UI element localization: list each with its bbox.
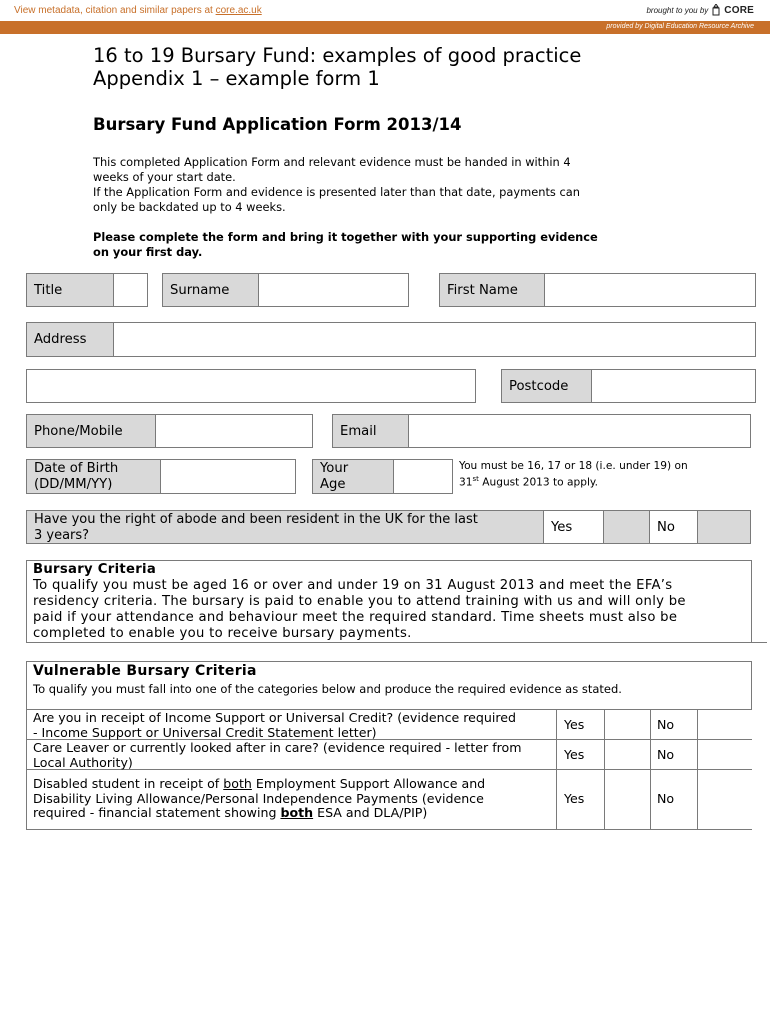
bursary-criteria-line: To qualify you must be aged 16 or over and under 19 on 31 August 2013 and meet the EFA’s <box>33 578 673 593</box>
vulnerable-q-line: - Income Support or Universal Credit Statement letter) <box>33 724 377 740</box>
surname-label: Surname <box>162 273 259 307</box>
first-name-input[interactable] <box>544 273 756 307</box>
age-note <box>459 460 688 490</box>
form-title: Bursary Fund Application Form 2013/14 <box>93 115 462 134</box>
dob-label-line: Date of Birth <box>34 461 119 476</box>
page-title <box>93 44 581 90</box>
age-note-line: 31st August 2013 to apply. <box>459 475 599 489</box>
vulnerable-q-line: Disability Living Allowance/Personal Independence Payments (evidence <box>33 790 484 806</box>
q3-yes-label: Yes <box>564 791 585 806</box>
vulnerable-q-line: Disabled student in receipt of both Employment Support Allowance and <box>33 776 486 791</box>
core-brand[interactable] <box>646 4 754 16</box>
core-brought-text: brought to you by <box>646 5 709 15</box>
phone-input[interactable] <box>155 414 313 448</box>
residency-question-line: 3 years? <box>34 527 90 543</box>
core-link[interactable]: core.ac.uk <box>215 5 262 16</box>
q2-yes-label: Yes <box>564 747 585 762</box>
q1-yes-label: Yes <box>564 717 585 732</box>
bursary-criteria-text <box>33 562 686 642</box>
bursary-criteria-line: residency criteria. The bursary is paid to enable you to attend training with us and will only be <box>33 594 686 609</box>
dob-input[interactable] <box>160 459 296 494</box>
instruction-line: Please complete the form and bring it together with your supporting evidence <box>93 230 598 244</box>
vulnerable-q-line: required - financial statement showing both ESA and DLA/PIP) <box>33 805 428 820</box>
core-logo-icon <box>711 4 721 16</box>
intro-line: If the Application Form and evidence is presented later than that date, payments can <box>93 185 580 199</box>
bursary-criteria-line: paid if your attendance and behaviour meet the required standard. Time sheets must also be <box>33 610 678 625</box>
vulnerable-q1 <box>33 711 516 740</box>
page-title-line1: 16 to 19 Bursary Fund: examples of good practice <box>93 44 582 67</box>
surname-input[interactable] <box>258 273 409 307</box>
vulnerable-heading: Vulnerable Bursary Criteria <box>33 663 257 679</box>
age-note-line: You must be 16, 17 or 18 (i.e. under 19) on <box>459 460 688 472</box>
divider <box>556 709 557 830</box>
q2-no-label: No <box>657 747 675 762</box>
age-label <box>312 459 394 494</box>
title-label: Title <box>26 273 114 307</box>
dob-label-line: (DD/MM/YY) <box>34 477 113 492</box>
vulnerable-subtitle: To qualify you must fall into one of the categories below and produce the required evidence as stated. <box>33 682 622 696</box>
q3-no-label: No <box>657 791 675 806</box>
intro-line: weeks of your start date. <box>93 170 236 184</box>
residency-question-line: Have you the right of abode and been resident in the UK for the last <box>34 512 478 527</box>
divider <box>650 709 651 830</box>
instruction-line: on your first day. <box>93 245 203 259</box>
intro-line: only be backdated up to 4 weeks. <box>93 200 286 214</box>
residency-question <box>26 510 544 544</box>
title-input[interactable] <box>113 273 148 307</box>
q2-no-checkbox[interactable] <box>698 740 752 769</box>
q1-no-label: No <box>657 717 675 732</box>
core-label: CORE <box>724 4 754 16</box>
residency-no-label: No <box>649 510 698 544</box>
phone-label: Phone/Mobile <box>26 414 156 448</box>
first-name-label: First Name <box>439 273 545 307</box>
address-input[interactable] <box>113 322 756 357</box>
vulnerable-q-line: Local Authority) <box>33 754 133 770</box>
age-label-line: Your <box>320 461 349 476</box>
vulnerable-q2 <box>33 741 522 770</box>
divider <box>26 642 767 643</box>
bursary-criteria-heading: Bursary Criteria <box>33 562 157 577</box>
residency-yes-label: Yes <box>543 510 604 544</box>
email-label: Email <box>332 414 409 448</box>
q1-no-checkbox[interactable] <box>698 710 752 739</box>
email-input[interactable] <box>408 414 751 448</box>
postcode-label: Postcode <box>501 369 592 403</box>
vulnerable-q-line: Are you in receipt of Income Support or Universal Credit? (evidence required <box>33 710 517 725</box>
dob-label <box>26 459 161 494</box>
residency-yes-checkbox[interactable] <box>603 510 650 544</box>
core-metadata-text: View metadata, citation and similar papers at core.ac.uk <box>14 5 262 16</box>
core-provided-text: provided by Digital Education Resource Archive <box>606 23 754 30</box>
q1-yes-checkbox[interactable] <box>605 710 650 739</box>
residency-no-checkbox[interactable] <box>697 510 751 544</box>
q3-no-checkbox[interactable] <box>698 770 752 829</box>
age-input[interactable] <box>393 459 453 494</box>
age-label-line: Age <box>320 477 346 492</box>
intro-line: This completed Application Form and relevant evidence must be handed in within 4 <box>93 155 571 169</box>
address-line2-input[interactable] <box>26 369 476 403</box>
intro-paragraph <box>93 155 580 215</box>
bursary-criteria-line: completed to enable you to receive bursary payments. <box>33 626 412 641</box>
postcode-input[interactable] <box>591 369 756 403</box>
q3-yes-checkbox[interactable] <box>605 770 650 829</box>
address-label: Address <box>26 322 114 357</box>
vulnerable-q3 <box>33 777 485 821</box>
page-title-line2: Appendix 1 – example form 1 <box>93 67 380 90</box>
intro-instruction <box>93 230 598 260</box>
vulnerable-q-line: Care Leaver or currently looked after in care? (evidence required - letter from <box>33 740 522 755</box>
q2-yes-checkbox[interactable] <box>605 740 650 769</box>
